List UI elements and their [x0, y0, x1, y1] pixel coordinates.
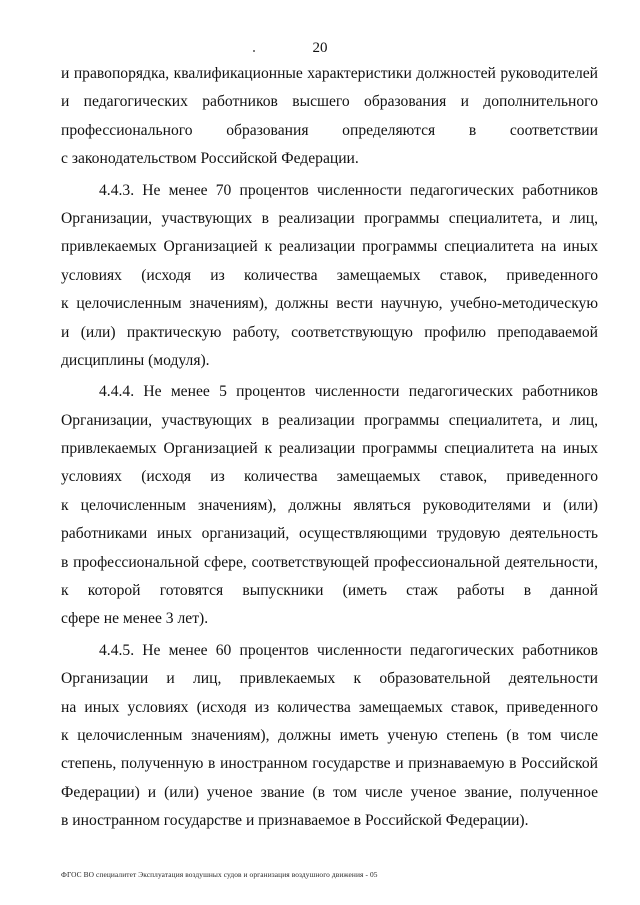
paragraph-4-4-3-first-line: 4.4.3. Не менее 70 процентов численности педагогических работников	[99, 181, 598, 199]
text-line: условиях (исходя из количества замещаемых ставок, приведенного	[61, 468, 598, 486]
text-line: привлекаемых Организацией к реализации программы специалитета на иных	[61, 238, 598, 256]
paragraph-4-4-5-first-line: 4.4.5. Не менее 60 процентов численности педагогических работников	[99, 641, 598, 659]
text-line: к целочисленным значениям), должны иметь ученую степень (в том числе	[61, 726, 598, 744]
paragraph-4-4-4-first-line: 4.4.4. Не менее 5 процентов численности педагогических работников	[99, 383, 598, 401]
text-line: и (или) практическую работу, соответствующую профилю преподаваемой	[61, 323, 598, 341]
text-line: Организации, участвующих в реализации программы специалитета, и лиц,	[61, 209, 598, 227]
text-line: в профессиональной сфере, соответствующей профессиональной деятельности,	[61, 553, 598, 571]
text-line: в иностранном государстве и признаваемое в Российской Федерации).	[61, 812, 529, 830]
text-line: на иных условиях (исходя из количества замещаемых ставок, приведенного	[61, 698, 598, 716]
document-body	[61, 60, 598, 836]
document-footer: ФГОС ВО специалитет Эксплуатация воздушных судов и организация воздушного движения - 05	[61, 870, 378, 879]
text-line: степень, полученную в иностранном государстве и признаваемую в Российской	[61, 755, 598, 773]
text-line: привлекаемых Организацией к реализации программы специалитета на иных	[61, 440, 598, 458]
text-line: сфере не менее 3 лет).	[61, 610, 209, 628]
text-line: Организации и лиц, привлекаемых к образовательной деятельности	[61, 670, 598, 688]
text-line: и педагогических работников высшего образования и дополнительного	[61, 93, 598, 111]
text-line: к целочисленным значениям), должны являться руководителями и (или)	[61, 496, 598, 514]
text-line: условиях (исходя из количества замещаемых ставок, приведенного	[61, 266, 598, 284]
text-line: профессионального образования определяются в соответствии	[61, 121, 598, 139]
text-line: к целочисленным значениям), должны вести научную, учебно-методическую	[61, 295, 598, 313]
page-number: 20	[312, 40, 328, 56]
text-line: дисциплины (модуля).	[61, 351, 210, 369]
text-line: к которой готовятся выпускники (иметь стаж работы в данной	[61, 582, 598, 600]
text-line: Федерации) и (или) ученое звание (в том числе ученое звание, полученное	[61, 783, 598, 801]
text-line: работниками иных организаций, осуществляющими трудовую деятельность	[61, 525, 598, 543]
text-line: с законодательством Российской Федерации.	[61, 150, 359, 168]
text-line: Организации, участвующих в реализации программы специалитета, и лиц,	[61, 411, 598, 429]
text-line: и правопорядка, квалификационные характеристики должностей руководителей	[61, 65, 598, 82]
